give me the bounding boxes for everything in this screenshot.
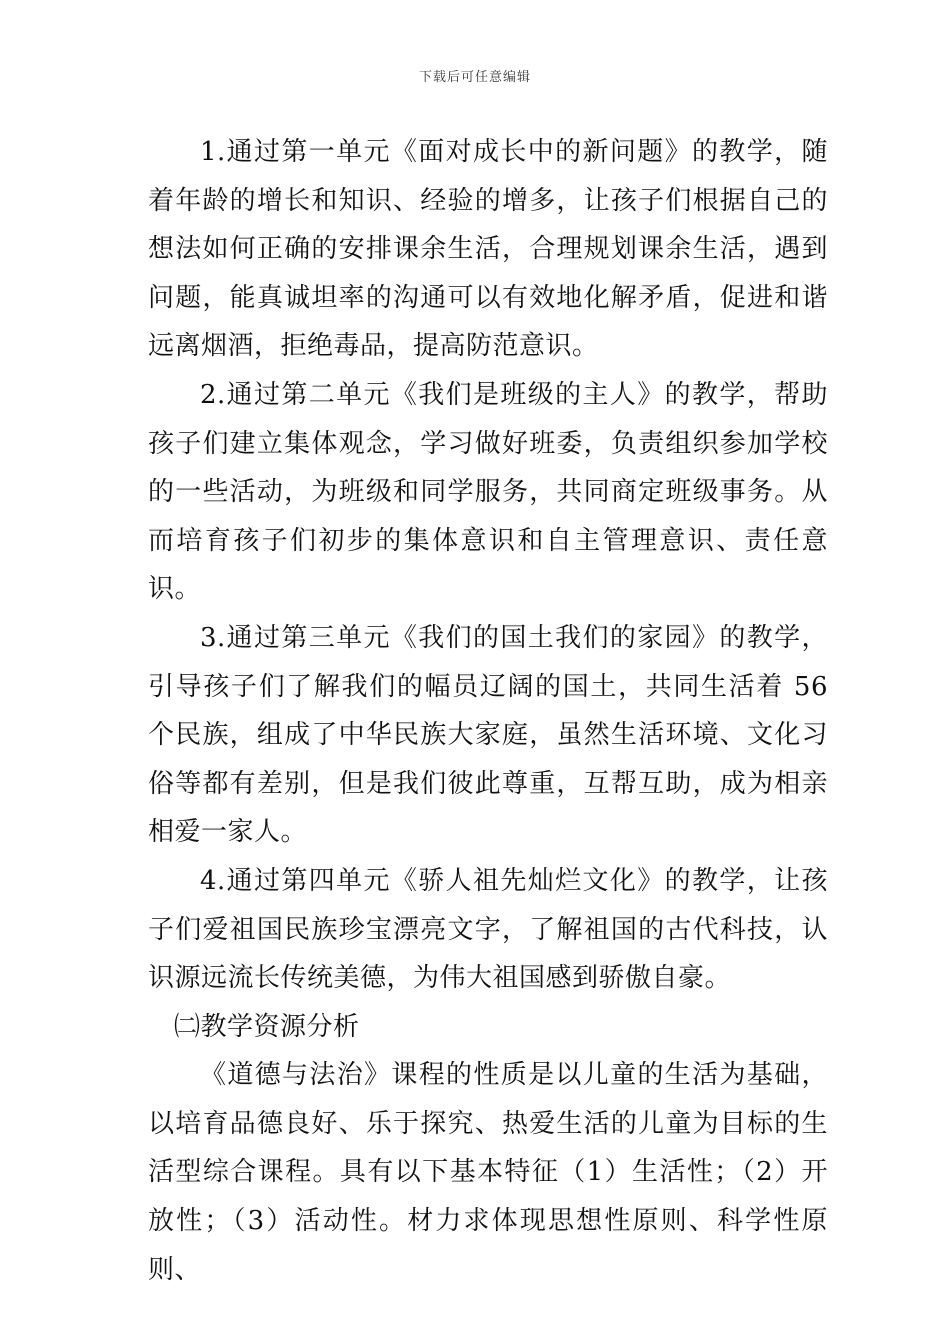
paragraph-unit-3: 3.通过第三单元《我们的国土我们的家园》的教学，引导孩子们了解我们的幅员辽阔的国土，共同生活着 56 个民族，组成了中华民族大家庭，虽然生活环境、文化习俗等都有差别，但是我们彼此尊重，互帮互助，成为相亲相爱一家人。 bbox=[148, 622, 828, 848]
section-heading: ㈡教学资源分析 bbox=[174, 1011, 360, 1042]
document-body bbox=[148, 128, 828, 1294]
header-note: 下载后可任意编辑 bbox=[418, 70, 531, 85]
paragraph-unit-2: 2.通过第二单元《我们是班级的主人》的教学，帮助孩子们建立集体观念，学习做好班委，负责组织参加学校的一些活动，为班级和同学服务，共同商定班级事务。从而培育孩子们初步的集体意识和自主管理意识、责任意识。 bbox=[148, 379, 828, 605]
paragraph-unit-4: 4.通过第四单元《骄人祖先灿烂文化》的教学，让孩子们爱祖国民族珍宝漂亮文字，了解祖国的古代科技，认识源远流长传统美德，为伟大祖国感到骄傲自豪。 bbox=[148, 865, 828, 994]
paragraph-unit-1: 1.通过第一单元《面对成长中的新问题》的教学，随着年龄的增长和知识、经验的增多，让孩子们根据自己的想法如何正确的安排课余生活，合理规划课余生活，遇到问题，能真诚坦率的沟通可以有效地化解矛盾，促进和谐远离烟酒，拒绝毒品，提高防范意识。 bbox=[148, 137, 828, 362]
paragraph-resource-analysis: 《道德与法治》课程的性质是以儿童的生活为基础，以培育品德良好、乐于探究、热爱生活的儿童为目标的生活型综合课程。具有以下基本特征（1）生活性；（2）开放性；（3）活动性。材力求体现思想性原则、科学性原则、 bbox=[148, 1060, 828, 1285]
